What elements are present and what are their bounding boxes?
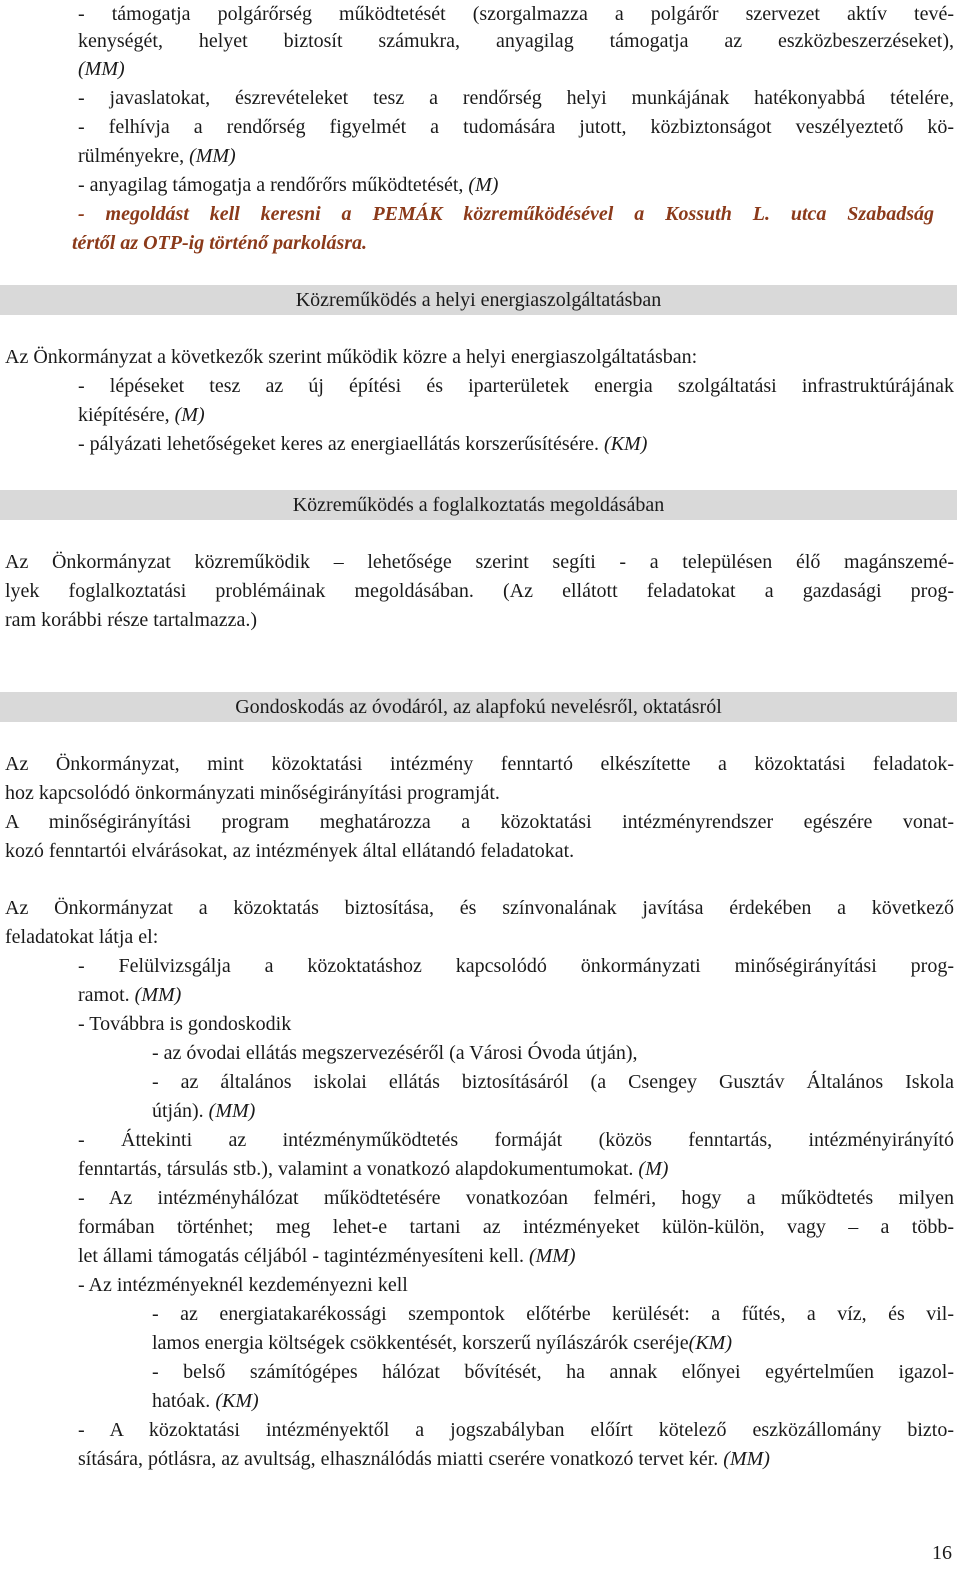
highlighted-task: tértől az OTP-ig történő parkolásra. <box>72 232 368 254</box>
section-heading-education: Gondoskodás az óvodáról, az alapfokú nevelésről, oktatásról <box>0 692 957 722</box>
text-span: - anyagilag támogatja a rendőrőrs működtetését, <box>78 174 469 196</box>
text-line <box>152 1097 255 1126</box>
text-line: hoz kapcsolódó önkormányzati minőségirányítási programját. <box>5 782 500 804</box>
sub-list-item: - belső számítógépes hálózat bővítését, ha annak előnyei egyértelműen igazol- <box>152 1361 954 1383</box>
text-line: - támogatja polgárőrség működtetését (szorgalmazza a polgárőr szervezet aktív tevé- <box>78 3 954 25</box>
text-line <box>78 401 205 430</box>
sub-list-item: - az energiatakarékossági szempontok előtérbe kerülését: a fűtés, a víz, és vil- <box>152 1303 954 1325</box>
text-span: fenntartás, társulás stb.), valamint a vonatkozó alapdokumentumokat. <box>78 1158 639 1180</box>
text-line: kozó fenntartói elvárásokat, az intézmények által ellátandó feladatokat. <box>5 840 575 862</box>
text-line <box>78 1445 770 1474</box>
text-span: sítására, pótlásra, az avultság, elhasználódás miatti cserére vonatkozó tervet kér. <box>78 1448 724 1470</box>
text-line: kenységét, helyet biztosít számukra, anyagilag támogatja az eszközbeszerzéseket), <box>78 30 954 52</box>
text-span: ramot. <box>78 984 135 1006</box>
text-line: - javaslatokat, észrevételeket tesz a rendőrség helyi munkájának hatékonyabbá tételére, <box>78 87 954 109</box>
sub-list-item: - az óvodai ellátás megszervezéséről (a Városi Óvoda útján), <box>152 1042 638 1064</box>
text-line <box>78 1155 668 1184</box>
text-line: lyek foglalkoztatási problémáinak megoldásában. (Az ellátott feladatokat a gazdasági prog- <box>5 580 954 602</box>
status-tag: (KM) <box>604 433 648 455</box>
text-line <box>78 1242 576 1271</box>
section-heading-employment: Közreműködés a foglalkoztatás megoldásában <box>0 490 957 520</box>
text-line: feladatokat látja el: <box>5 926 159 948</box>
section-heading-energy: Közreműködés a helyi energiaszolgáltatásban <box>0 285 957 315</box>
highlighted-task: - megoldást kell keresni a PEMÁK közreműködésével a Kossuth L. utca Szabadság <box>78 203 934 225</box>
text-line <box>78 981 181 1010</box>
text-span: hatóak. <box>152 1390 216 1412</box>
text-span: rülményekre, <box>78 145 190 167</box>
status-tag: (MM) <box>528 1245 576 1267</box>
status-tag: (MM) <box>723 1448 770 1470</box>
text-line: Az Önkormányzat közreműködik – lehetősége szerint segíti - a településen élő magánszemé- <box>5 551 954 573</box>
text-line: formában történhet; meg lehet-e tartani az intézményeket külön-külön, vagy – a több- <box>78 1216 954 1238</box>
text-span: lamos energia költségek csökkentését, korszerű nyílászárók cseréje <box>152 1332 689 1354</box>
status-tag: (M) <box>638 1158 669 1180</box>
text-span: útján). <box>152 1100 209 1122</box>
status-tag: (KM) <box>215 1390 259 1412</box>
text-line <box>152 1329 732 1358</box>
list-item: - Az intézményhálózat működtetésére vonatkozóan felméri, hogy a működtetés milyen <box>78 1187 954 1209</box>
text-span: let állami támogatás céljából - tagintézményesíteni kell. <box>78 1245 529 1267</box>
list-item: - Áttekinti az intézményműködtetés formáját (közös fenntartás, intézményirányító <box>78 1129 954 1151</box>
text-line <box>152 1387 259 1416</box>
list-item: - Felülvizsgálja a közoktatáshoz kapcsolódó önkormányzati minőségirányítási prog- <box>78 955 954 977</box>
status-tag: (MM) <box>189 145 236 167</box>
list-item: - Az intézményeknél kezdeményezni kell <box>78 1274 408 1296</box>
text-line: - lépéseket tesz az új építési és iparterületek energia szolgáltatási infrastruktúrájának <box>78 375 954 397</box>
status-tag: (M) <box>468 174 499 196</box>
text-line: Az Önkormányzat, mint közoktatási intézmény fenntartó elkészítette a közoktatási feladatok- <box>5 753 954 775</box>
text-line <box>78 430 647 459</box>
status-tag: (MM) <box>208 1100 256 1122</box>
text-line <box>78 171 498 200</box>
status-tag: (MM) <box>134 984 182 1006</box>
text-line: Az Önkormányzat a következők szerint működik közre a helyi energiaszolgáltatásban: <box>5 346 698 368</box>
status-tag: (KM) <box>688 1332 732 1354</box>
text-span: - pályázati lehetőségeket keres az energiaellátás korszerűsítésére. <box>78 433 605 455</box>
text-line: - felhívja a rendőrség figyelmét a tudomására jutott, közbiztonságot veszélyeztető kö- <box>78 116 954 138</box>
list-item: - A közoktatási intézményektől a jogszabályban előírt kötelező eszközállomány bizto- <box>78 1419 954 1441</box>
page-number: 16 <box>932 1542 952 1564</box>
status-tag: (MM) <box>78 58 125 80</box>
list-item: - Továbbra is gondoskodik <box>78 1013 292 1035</box>
text-line <box>78 142 236 171</box>
sub-list-item: - az általános iskolai ellátás biztosításáról (a Csengey Gusztáv Általános Iskola <box>152 1071 954 1093</box>
text-line: Az Önkormányzat a közoktatás biztosítása, és színvonalának javítása érdekében a következő <box>5 897 954 919</box>
text-span: kiépítésére, <box>78 404 175 426</box>
text-line: ram korábbi része tartalmazza.) <box>5 609 258 631</box>
status-tag: (M) <box>174 404 205 426</box>
text-line: A minőségirányítási program meghatározza a közoktatási intézményrendszer egészére vonat- <box>5 811 954 833</box>
